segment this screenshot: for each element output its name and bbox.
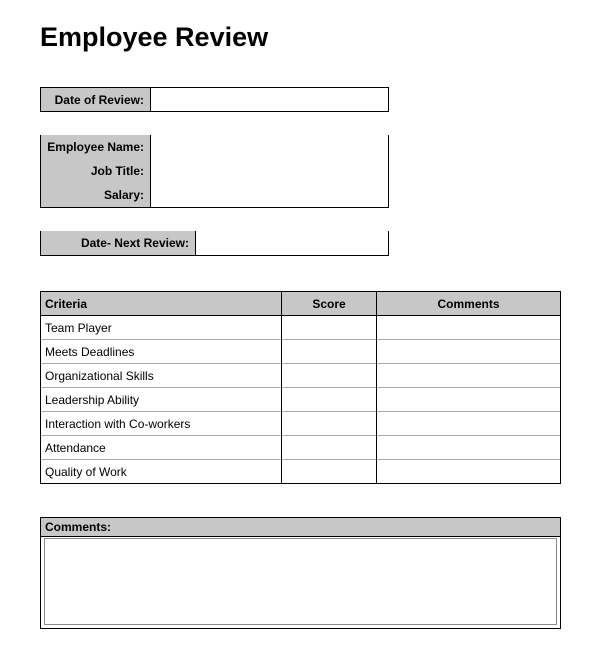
- comments-cell: [377, 460, 561, 484]
- score-input[interactable]: [282, 412, 376, 435]
- score-input[interactable]: [282, 316, 376, 339]
- comments-textarea[interactable]: [44, 538, 557, 625]
- criteria-name: Organizational Skills: [41, 364, 282, 388]
- salary-label: Salary:: [41, 183, 151, 207]
- criteria-name: Leadership Ability: [41, 388, 282, 412]
- job-title-label: Job Title:: [41, 159, 151, 183]
- comments-cell: [377, 436, 561, 460]
- next-review-field[interactable]: [196, 231, 388, 255]
- criteria-name: Team Player: [41, 316, 282, 340]
- criteria-table: [40, 291, 561, 484]
- score-input[interactable]: [282, 388, 376, 411]
- criteria-name: Interaction with Co-workers: [41, 412, 282, 436]
- score-cell: [282, 412, 377, 436]
- comments-input[interactable]: [377, 340, 560, 363]
- salary-field[interactable]: [151, 183, 388, 207]
- score-cell: [282, 436, 377, 460]
- score-input[interactable]: [282, 460, 376, 483]
- criteria-name: Attendance: [41, 436, 282, 460]
- table-row: [41, 388, 561, 412]
- comments-cell: [377, 412, 561, 436]
- job-title-field[interactable]: [151, 159, 388, 183]
- employee-name-row: [40, 135, 389, 160]
- page-title: Employee Review: [40, 22, 269, 52]
- score-cell: [282, 316, 377, 340]
- comments-input[interactable]: [377, 436, 560, 459]
- comments-input[interactable]: [377, 460, 560, 483]
- next-review-label: Date- Next Review:: [41, 231, 196, 255]
- job-title-row: [40, 159, 389, 184]
- score-column-header: Score: [282, 292, 377, 316]
- score-cell: [282, 388, 377, 412]
- table-row: [41, 364, 561, 388]
- comments-input[interactable]: [377, 364, 560, 387]
- comments-input[interactable]: [377, 412, 560, 435]
- table-row: [41, 316, 561, 340]
- table-row: [41, 460, 561, 484]
- criteria-header-row: [41, 292, 561, 316]
- score-cell: [282, 364, 377, 388]
- score-input[interactable]: [282, 364, 376, 387]
- table-row: [41, 412, 561, 436]
- table-row: [41, 436, 561, 460]
- comments-cell: [377, 340, 561, 364]
- next-review-row: [40, 231, 389, 256]
- comments-column-header: Comments: [377, 292, 561, 316]
- score-cell: [282, 460, 377, 484]
- score-cell: [282, 340, 377, 364]
- criteria-name: Quality of Work: [41, 460, 282, 484]
- salary-row: [40, 183, 389, 208]
- comments-input[interactable]: [377, 316, 560, 339]
- comments-cell: [377, 388, 561, 412]
- comments-input[interactable]: [377, 388, 560, 411]
- score-input[interactable]: [282, 436, 376, 459]
- score-input[interactable]: [282, 340, 376, 363]
- date-of-review-label: Date of Review:: [41, 88, 151, 111]
- table-row: [41, 340, 561, 364]
- comments-section: [40, 517, 561, 629]
- employee-name-field[interactable]: [151, 135, 388, 159]
- criteria-name: Meets Deadlines: [41, 340, 282, 364]
- employee-name-label: Employee Name:: [41, 135, 151, 159]
- comments-cell: [377, 316, 561, 340]
- date-of-review-field[interactable]: [151, 88, 388, 111]
- comments-cell: [377, 364, 561, 388]
- date-of-review-row: [40, 87, 389, 112]
- comments-label: Comments:: [41, 518, 560, 537]
- criteria-column-header: Criteria: [41, 292, 282, 316]
